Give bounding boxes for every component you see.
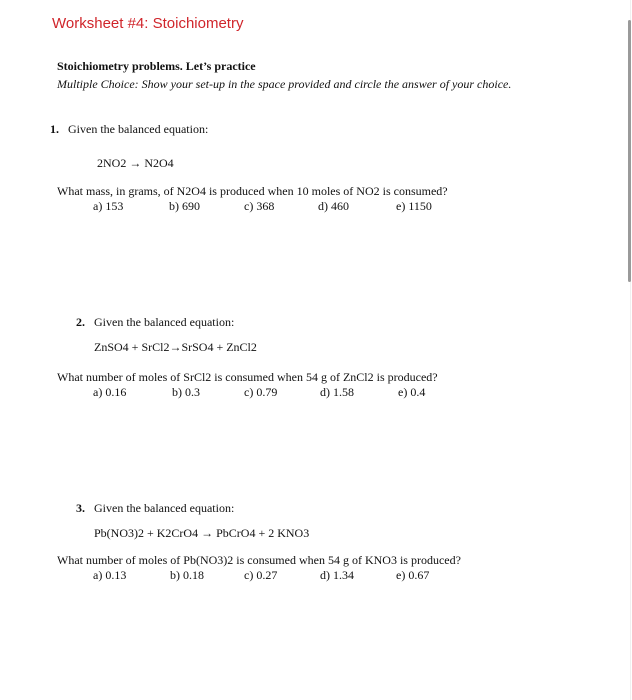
choice-2e[interactable]: e) 0.4 xyxy=(398,385,426,399)
question-3-prompt: Given the balanced equation: xyxy=(94,501,235,515)
choice-2b[interactable]: b) 0.3 xyxy=(172,385,200,399)
question-1-header xyxy=(50,122,208,137)
question-2-text: What number of moles of SrCl2 is consumed when 54 g of ZnCl2 is produced? xyxy=(57,370,438,384)
choice-3a[interactable]: a) 0.13 xyxy=(93,568,127,582)
question-3-header xyxy=(76,501,234,516)
choice-2d[interactable]: d) 1.58 xyxy=(320,385,354,399)
question-2-equation: ZnSO4 + SrCl2→SrSO4 + ZnCl2 xyxy=(94,340,257,354)
question-2-prompt: Given the balanced equation: xyxy=(94,315,235,329)
question-1-text: What mass, in grams, of N2O4 is produced when 10 moles of NO2 is consumed? xyxy=(57,184,448,198)
choice-3d[interactable]: d) 1.34 xyxy=(320,568,354,582)
question-3-equation: Pb(NO3)2 + K2CrO4 → PbCrO4 + 2 KNO3 xyxy=(94,526,310,540)
question-3-number: 3. xyxy=(76,501,85,515)
question-1-number: 1. xyxy=(50,122,59,136)
question-2-choices xyxy=(0,385,632,401)
choice-2c[interactable]: c) 0.79 xyxy=(244,385,278,399)
choice-3c[interactable]: c) 0.27 xyxy=(244,568,278,582)
instructions: Multiple Choice: Show your set-up in the space provided and circle the answer of your choice. xyxy=(57,77,512,91)
choice-3e[interactable]: e) 0.67 xyxy=(396,568,430,582)
question-1-choices xyxy=(0,199,632,215)
choice-1a[interactable]: a) 153 xyxy=(93,199,124,213)
page-title: Worksheet #4: Stoichiometry xyxy=(52,15,244,32)
choice-3b[interactable]: b) 0.18 xyxy=(170,568,204,582)
question-3-text: What number of moles of Pb(NO3)2 is consumed when 54 g of KNO3 is produced? xyxy=(57,553,461,567)
choice-1e[interactable]: e) 1150 xyxy=(396,199,432,213)
choice-1d[interactable]: d) 460 xyxy=(318,199,349,213)
vertical-scrollbar[interactable] xyxy=(628,20,631,282)
question-2-number: 2. xyxy=(76,315,85,329)
section-subtitle: Stoichiometry problems. Let’s practice xyxy=(57,59,256,73)
question-1-prompt: Given the balanced equation: xyxy=(68,122,209,136)
question-2-header xyxy=(76,315,234,330)
choice-1c[interactable]: c) 368 xyxy=(244,199,275,213)
choice-1b[interactable]: b) 690 xyxy=(169,199,200,213)
choice-2a[interactable]: a) 0.16 xyxy=(93,385,127,399)
question-1-equation: 2NO2 → N2O4 xyxy=(97,156,174,170)
question-3-choices xyxy=(0,568,632,584)
